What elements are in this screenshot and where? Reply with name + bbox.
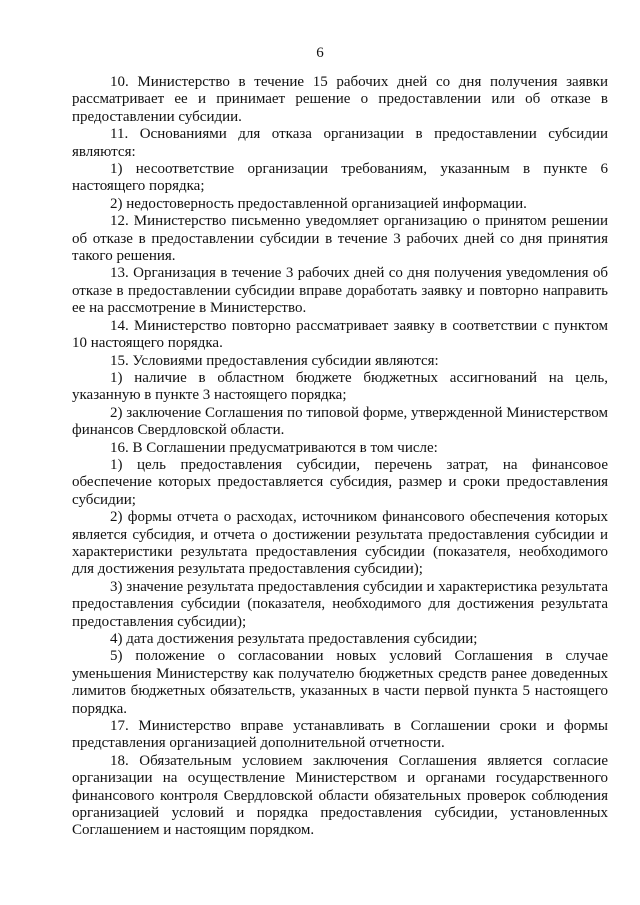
paragraph-11: 11. Основаниями для отказа организации в предоставлении субсидии являются: [72, 126, 608, 160]
page-number: 6 [316, 45, 324, 61]
paragraph-18: 18. Обязательным условием заключения Соглашения является согласие организации на осуществление Министерством и органами государственного финансового контроля Свердловской области обязательных проверок соблюдения организацией условий и порядка предоставления субсидии, установленных Соглашением и настоящим порядком. [72, 752, 608, 839]
paragraph-15-item-1: 1) наличие в областном бюджете бюджетных ассигнований на цель, указанную в пункте 3 настоящего порядка; [72, 369, 608, 404]
paragraph-12: 12. Министерство письменно уведомляет организацию о принятом решении об отказе в предоставлении субсидии в течение 3 рабочих дней со дня принятия такого решения. [72, 213, 608, 265]
paragraph-11-item-1: 1) несоответствие организации требованиям, указанным в пункте 6 настоящего порядка; [72, 161, 608, 195]
paragraph-13: 13. Организация в течение 3 рабочих дней со дня получения уведомления об отказе в предоставлении субсидии вправе доработать заявку и повторно направить ее на рассмотрение в Министерство. [72, 265, 608, 317]
paragraph-16-item-4: 4) дата достижения результата предоставления субсидии; [110, 631, 478, 647]
paragraph-11-item-2: 2) недостоверность предоставленной организацией информации. [110, 195, 527, 212]
paragraph-15-item-2: 2) заключение Соглашения по типовой форме, утвержденной Министерством финансов Свердловской области. [72, 404, 608, 439]
paragraph-10: 10. Министерство в течение 15 рабочих дней со дня получения заявки рассматривает ее и принимает решение о предоставлении или об отказе в предоставлении субсидии. [72, 74, 608, 125]
document-body [72, 74, 608, 840]
paragraph-14: 14. Министерство повторно рассматривает заявку в соответствии с пунктом 10 настоящего порядка. [72, 317, 608, 352]
paragraph-16-item-5: 5) положение о согласовании новых условий Соглашения в случае уменьшения Министерству как получателю бюджетных средств ранее доведенных лимитов бюджетных обязательств, указанных в части первой пункта 5 настоящего порядка. [72, 648, 608, 717]
paragraph-16-item-3: 3) значение результата предоставления субсидии и характеристика результата предоставления субсидии (показателя, необходимого для достижения результата предоставления субсидии); [72, 578, 608, 630]
paragraph-15: 15. Условиями предоставления субсидии являются: [110, 352, 439, 369]
paragraph-16-item-1: 1) цель предоставления субсидии, перечень затрат, на финансовое обеспечение которых предоставляется субсидия, размер и сроки предоставления субсидии; [72, 456, 608, 508]
paragraph-16-item-2: 2) формы отчета о расходах, источником финансового обеспечения которых является субсидия, и отчета о достижении результата предоставления субсидии и характеристики результата предоставления субсидии (показателя, необходимого для достижения результата предоставления субсидии); [72, 509, 608, 578]
paragraph-16: 16. В Соглашении предусматриваются в том числе: [110, 439, 438, 456]
paragraph-17: 17. Министерство вправе устанавливать в Соглашении сроки и формы представления организацией дополнительной отчетности. [72, 718, 608, 752]
